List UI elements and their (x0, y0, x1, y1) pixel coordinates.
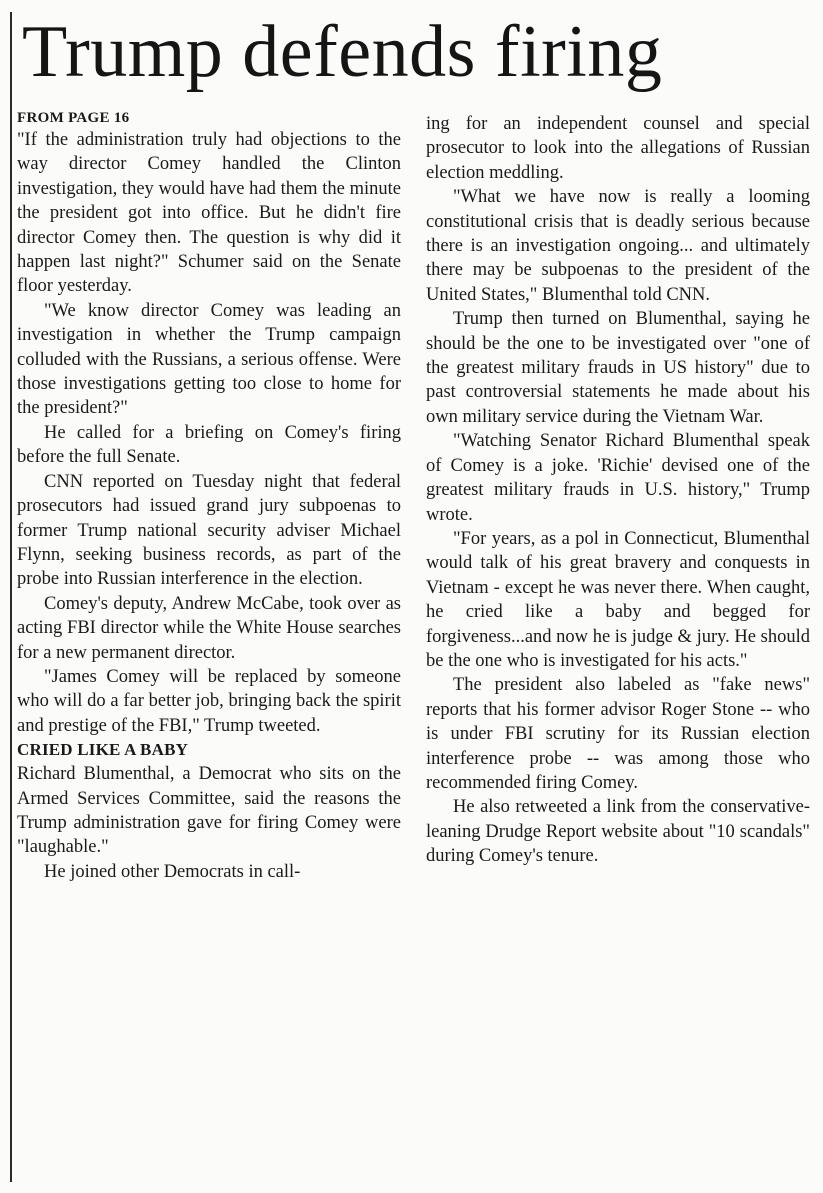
headline: Trump defends firing (22, 11, 663, 93)
paragraph: "For years, as a pol in Connecticut, Blumenthal would talk of his great bravery and conquests in Vietnam - except he was never there. When caught, he cried like a baby and begged for forgiveness...and now he is judge & jury. He should be the one who is investigated for his acts." (426, 528, 810, 671)
paragraph: Trump then turned on Blumenthal, saying he should be the one to be investigated over "one of the greatest military frauds in US history" due to past controversial statements he made about his own military service during the Vietnam War. (426, 309, 810, 427)
paragraph: ing for an independent counsel and special prosecutor to look into the allegations of Russian election meddling. (426, 114, 810, 183)
paragraph: The president also labeled as "fake news" reports that his former advisor Roger Stone -- who is under FBI scrutiny for its Russian election interference probe -- was among those who recommended firing Comey. (426, 675, 810, 793)
paragraph: He called for a briefing on Comey's firing before the full Senate. (17, 422, 401, 468)
paragraph: He joined other Democrats in call- (44, 861, 301, 882)
paragraph: "James Comey will be replaced by someone who will do a far better job, bringing back the spirit and prestige of the FBI," Trump tweeted. (17, 666, 401, 736)
kicker: FROM PAGE 16 (17, 110, 130, 126)
subhead: CRIED LIKE A BABY (17, 740, 189, 760)
paragraph: Richard Blumenthal, a Democrat who sits on the Armed Services Committee, said the reasons the Trump administration gave for firing Comey were "laughable." (17, 764, 401, 858)
paragraph: "We know director Comey was leading an investigation in whether the Trump campaign colluded with the Russians, a serious offense. Were those investigations getting too close to home for the president?" (17, 300, 401, 419)
paragraph: He also retweeted a link from the conservative-leaning Drudge Report website about "10 scandals" during Comey's tenure. (426, 797, 810, 867)
paragraph: CNN reported on Tuesday night that federal prosecutors had issued grand jury subpoenas to former Trump national security adviser Michael Flynn, seeking business records, as part of the probe into Russian interference in the election. (17, 471, 401, 590)
paragraph: Comey's deputy, Andrew McCabe, took over as acting FBI director while the White House searches for a new permanent director. (17, 593, 401, 663)
left-column (17, 108, 401, 884)
paragraph: "What we have now is really a looming constitutional crisis that is deadly serious because there is an investigation ongoing... and ultimately there may be subpoenas to the president of the United States," Blumenthal told CNN. (426, 187, 810, 305)
left-column-rule (10, 12, 12, 1182)
paragraph: "Watching Senator Richard Blumenthal speak of Comey is a joke. 'Richie' devised one of the greatest military frauds in U.S. history," Trump wrote. (426, 431, 810, 525)
paragraph: "If the administration truly had objections to the way director Comey handled the Clinton investigation, they would have had them the minute the president got into office. But he didn't fire director Comey then. The question is why did it happen last night?" Schumer said on the Senate floor yesterday. (17, 130, 401, 297)
right-column (426, 112, 810, 869)
